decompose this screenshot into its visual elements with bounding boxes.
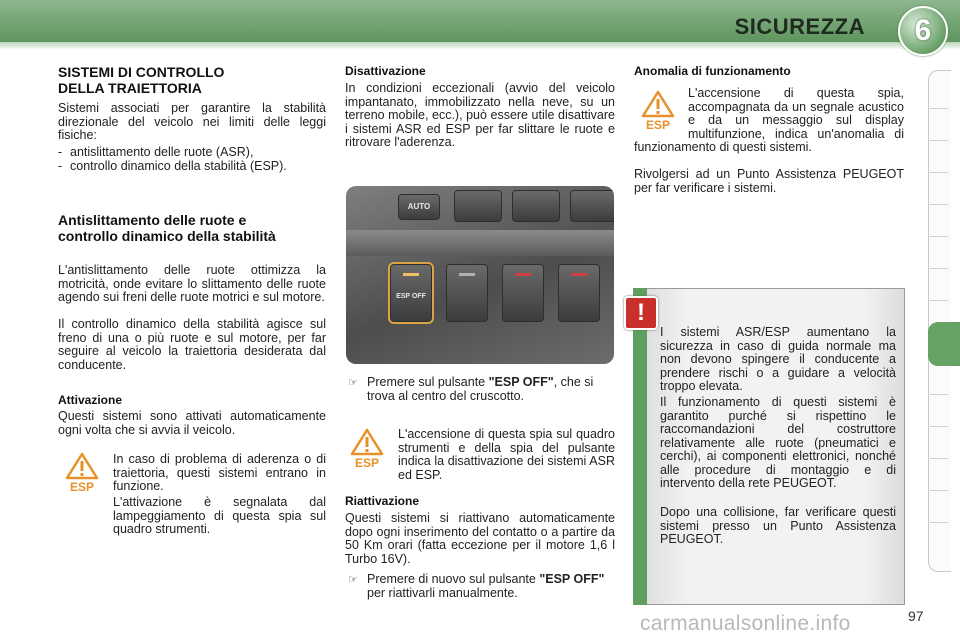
watermark: carmanualsonline.info (640, 612, 851, 635)
deactivation-paragraph: In condizioni eccezionali (avvio del veicolo impantanato, immobilizzato nella neve, su un terreno mobile, ecc.), può essere utile disattivare i sistemi ASR ed ESP per far slittare le ruote e ritrovare l'aderenza. (345, 81, 615, 149)
tab-divider (930, 108, 948, 109)
list-item: - controllo dinamico della stabilità (ESP). (58, 160, 326, 174)
reactivation-paragraph: Questi sistemi si riattivano automaticamente dopo ogni inserimento del contatto o a partire da 50 Km orari (fatta eccezione per il motore 1,6 l Turbo 16V). (345, 511, 615, 566)
esp-warning-icon (64, 452, 100, 492)
section-title: SISTEMI DI CONTROLLO DELLA TRAIETTORIA (58, 64, 225, 96)
tab-divider (930, 522, 948, 523)
tab-security-active[interactable] (928, 322, 960, 366)
photo-button (558, 264, 600, 322)
press-instruction (367, 376, 617, 403)
photo-defrost-button (454, 190, 502, 222)
tab-divider (930, 268, 948, 269)
photo-lock-button (502, 264, 544, 322)
malfunction-paragraph (634, 87, 904, 155)
svg-text:ESP: ESP (354, 456, 380, 468)
note-side-strip (633, 288, 647, 605)
photo-button (570, 190, 614, 222)
subsection-title: Antislittamento delle ruote e controllo dinamico della stabilità (58, 212, 276, 244)
press-text: Premere sul pulsante (367, 375, 489, 389)
svg-text:ESP: ESP (645, 118, 671, 130)
tab-divider (930, 426, 948, 427)
warning-paragraph-2: L'attivazione è segnalata dal lampeggiamento di questa spia sul quadro strumenti. (113, 495, 326, 536)
esp-warning-icon (349, 428, 385, 468)
exclamation-icon: ! (624, 296, 658, 330)
esp-off-button-label: "ESP OFF" (488, 375, 554, 389)
malfunction-title: Anomalia di funzionamento (634, 64, 791, 78)
pointing-hand-icon: ☞ (348, 377, 358, 389)
paragraph-asr: L'antislittamento delle ruote ottimizza la motricità, onde evitare lo slittamento delle ruote agendo sui freni delle ruote motrici e sul motore. (58, 263, 326, 304)
tab-divider (930, 204, 948, 205)
dashboard-photo (346, 186, 614, 364)
tab-divider (930, 300, 948, 301)
press-again-text-end: per riattivarli manualmente. (367, 585, 518, 600)
photo-auto-label: AUTO (407, 202, 431, 211)
page-number: 97 (908, 608, 924, 624)
deactivation-title: Disattivazione (345, 64, 426, 78)
photo-esp-off-button (390, 264, 432, 322)
photo-button (512, 190, 560, 222)
photo-esp-off-label: ESP OFF (396, 293, 426, 300)
svg-text:ESP: ESP (69, 480, 95, 492)
list-item: - antislittamento delle ruote (ASR), (58, 146, 326, 160)
tab-divider (930, 140, 948, 141)
intro-paragraph: Sistemi associati per garantire la stabilità direzionale del veicolo nei limiti delle leggi fisiche: (58, 101, 326, 142)
esp-off-button-label: "ESP OFF" (539, 572, 605, 586)
activation-paragraph: Questi sistemi sono attivati automaticamente ogni volta che si avvia il veicolo. (58, 409, 326, 437)
tab-divider (930, 490, 948, 491)
paragraph-esp: Il controllo dinamico della stabilità agisce sul freno di una o più ruote e sul motore, per far seguire al veicolo la traiettoria desiderata dal conducente. (58, 317, 326, 372)
tab-divider (930, 172, 948, 173)
contact-paragraph: Rivolgersi ad un Punto Assistenza PEUGEOT per far verificare i sistemi. (634, 167, 904, 195)
photo-auto-button (398, 194, 440, 220)
note-paragraph: Il funzionamento di questi sistemi è garantito purché si rispettino le raccomandazioni del costruttore relativamente alle ruote (pneumatici e cerchi), ai componenti elettronici, nonché alle procedure di montaggio e di intervento della rete PEUGEOT. (660, 395, 896, 490)
note-paragraph: Dopo una collisione, far verificare questi sistemi presso un Punto Assistenza PEUGEOT. (660, 505, 896, 546)
chapter-tabs (928, 70, 951, 572)
chapter-title: SICUREZZA (734, 14, 865, 39)
activation-title: Attivazione (58, 393, 123, 407)
press-again-text: Premere di nuovo sul pulsante (367, 572, 540, 586)
note-paragraph: I sistemi ASR/ESP aumentano la sicurezza in caso di guida normale ma non devono spingere il conducente a prendere rischi o a guidare a velocità troppo elevata. (660, 325, 896, 393)
list-item-text: antislittamento delle ruote (ASR), (70, 145, 254, 159)
press-again-instruction (367, 573, 617, 600)
header-fade (0, 42, 960, 50)
reactivation-title: Riattivazione (345, 494, 420, 508)
tab-divider (930, 236, 948, 237)
light-paragraph: L'accensione di questa spia sul quadro strumenti e della spia del pulsante indica la disattivazione dei sistemi ASR ed ESP. (398, 427, 615, 482)
malfunction-text: L'accensione di questa spia, accompagnata da un segnale acustico e da un messaggio sul display multifunzione, indica un'anomalia di funzionamento di questi sistemi. (634, 86, 904, 154)
tab-divider (930, 458, 948, 459)
photo-button (446, 264, 488, 322)
chapter-number-badge: 6 (898, 6, 948, 56)
pointing-hand-icon: ☞ (348, 574, 358, 586)
warning-paragraph: In caso di problema di aderenza o di traiettoria, questi sistemi entrano in funzione. (113, 452, 326, 493)
list-item-text: controllo dinamico della stabilità (ESP). (70, 159, 287, 173)
tab-divider (930, 394, 948, 395)
press-text-end: , che si trova al centro del cruscotto. (367, 375, 594, 403)
